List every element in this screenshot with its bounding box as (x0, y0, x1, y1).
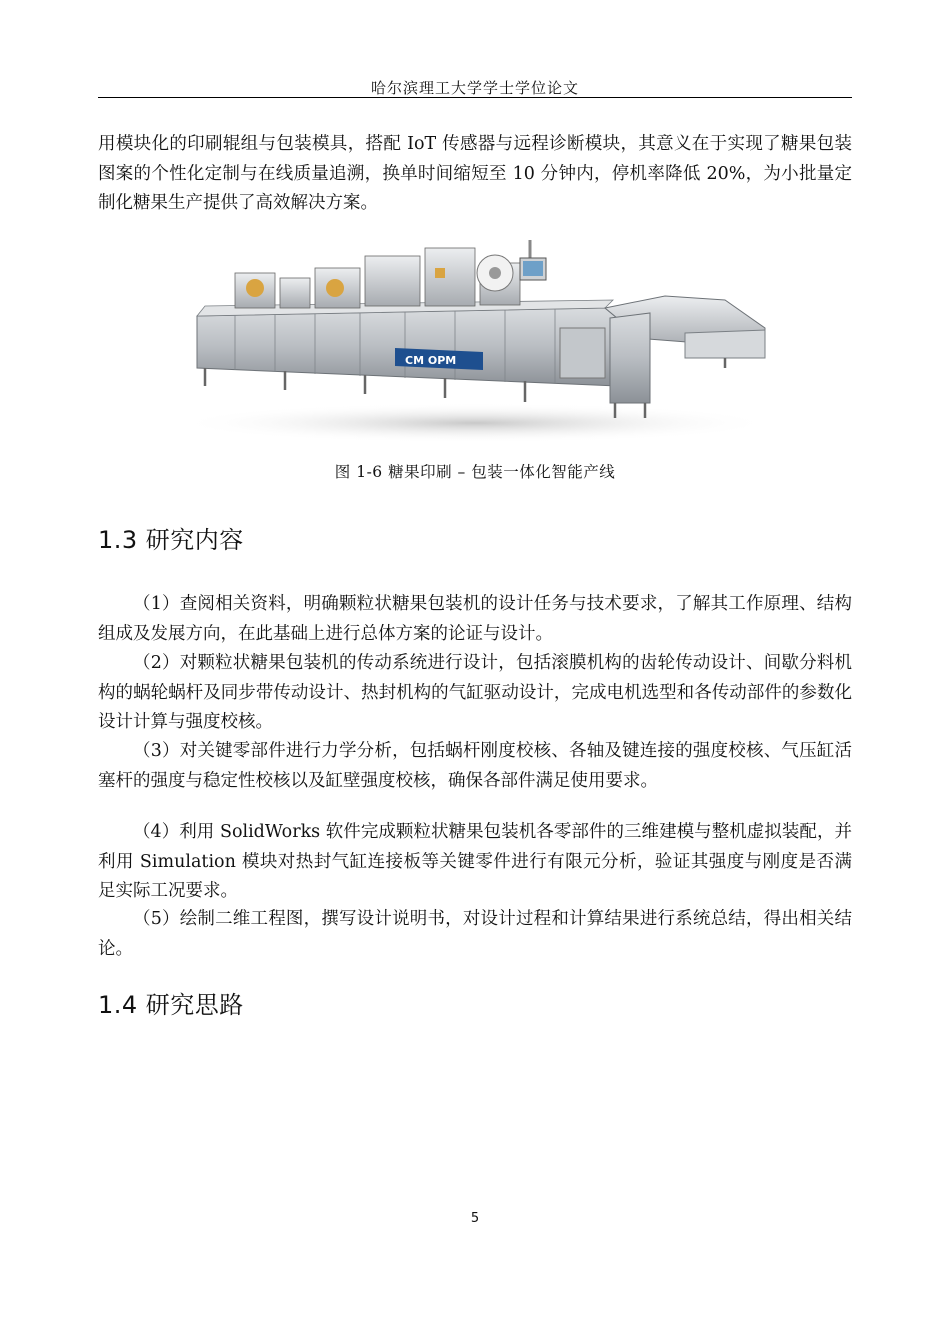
running-header: 哈尔滨理工大学学士学位论文 (370, 79, 579, 97)
research-item-4: （4）利用 SolidWorks 软件完成颗粒状糖果包装机各零部件的三维建模与整机虚拟装配，并利用 Simulation 模块对热封气缸连接板等关键零件进行有限元分析，验证其强度与刚度是否满足实际工况要求。 (98, 822, 852, 901)
section-1-3-heading: 1.3 研究内容 (98, 526, 244, 554)
research-item-5: （5）绘制二维工程图，撰写设计说明书，对设计过程和计算结果进行系统总结，得出相关结论。 (98, 909, 852, 959)
intro-paragraph: 用模块化的印刷辊组与包装模具，搭配 IoT 传感器与远程诊断模块，其意义在于实现了糖果包装图案的个性化定制与在线质量追溯，换单时间缩短至 10 分钟内，停机率降低 20%，为小批量定制化糖果生产提供了高效解决方案。 (98, 134, 852, 213)
research-item-2: （2）对颗粒状糖果包装机的传动系统进行设计，包括滚膜机构的齿轮传动设计、间歇分料机构的蜗轮蜗杆及同步带传动设计、热封机构的气缸驱动设计，完成电机选型和各传动部件的参数化设计计算与强度校核。 (98, 653, 852, 732)
page-number: 5 (470, 1211, 480, 1226)
figure-caption: 图 1-6 糖果印刷 – 包装一体化智能产线 (334, 463, 616, 481)
packaging-line-figure (165, 218, 785, 443)
research-item-1: （1）查阅相关资料，明确颗粒状糖果包装机的设计任务与技术要求，了解其工作原理、结构组成及发展方向，在此基础上进行总体方案的论证与设计。 (98, 594, 852, 644)
research-item-3: （3）对关键零部件进行力学分析，包括蜗杆刚度校核、各轴及键连接的强度校核、气压缸活塞杆的强度与稳定性校核以及缸壁强度校核，确保各部件满足使用要求。 (98, 741, 852, 791)
section-1-4-heading: 1.4 研究思路 (98, 991, 244, 1019)
brand-logo-text: CM OPM (405, 354, 457, 367)
header-rule (98, 97, 852, 98)
packaging-machine-image (165, 218, 785, 443)
